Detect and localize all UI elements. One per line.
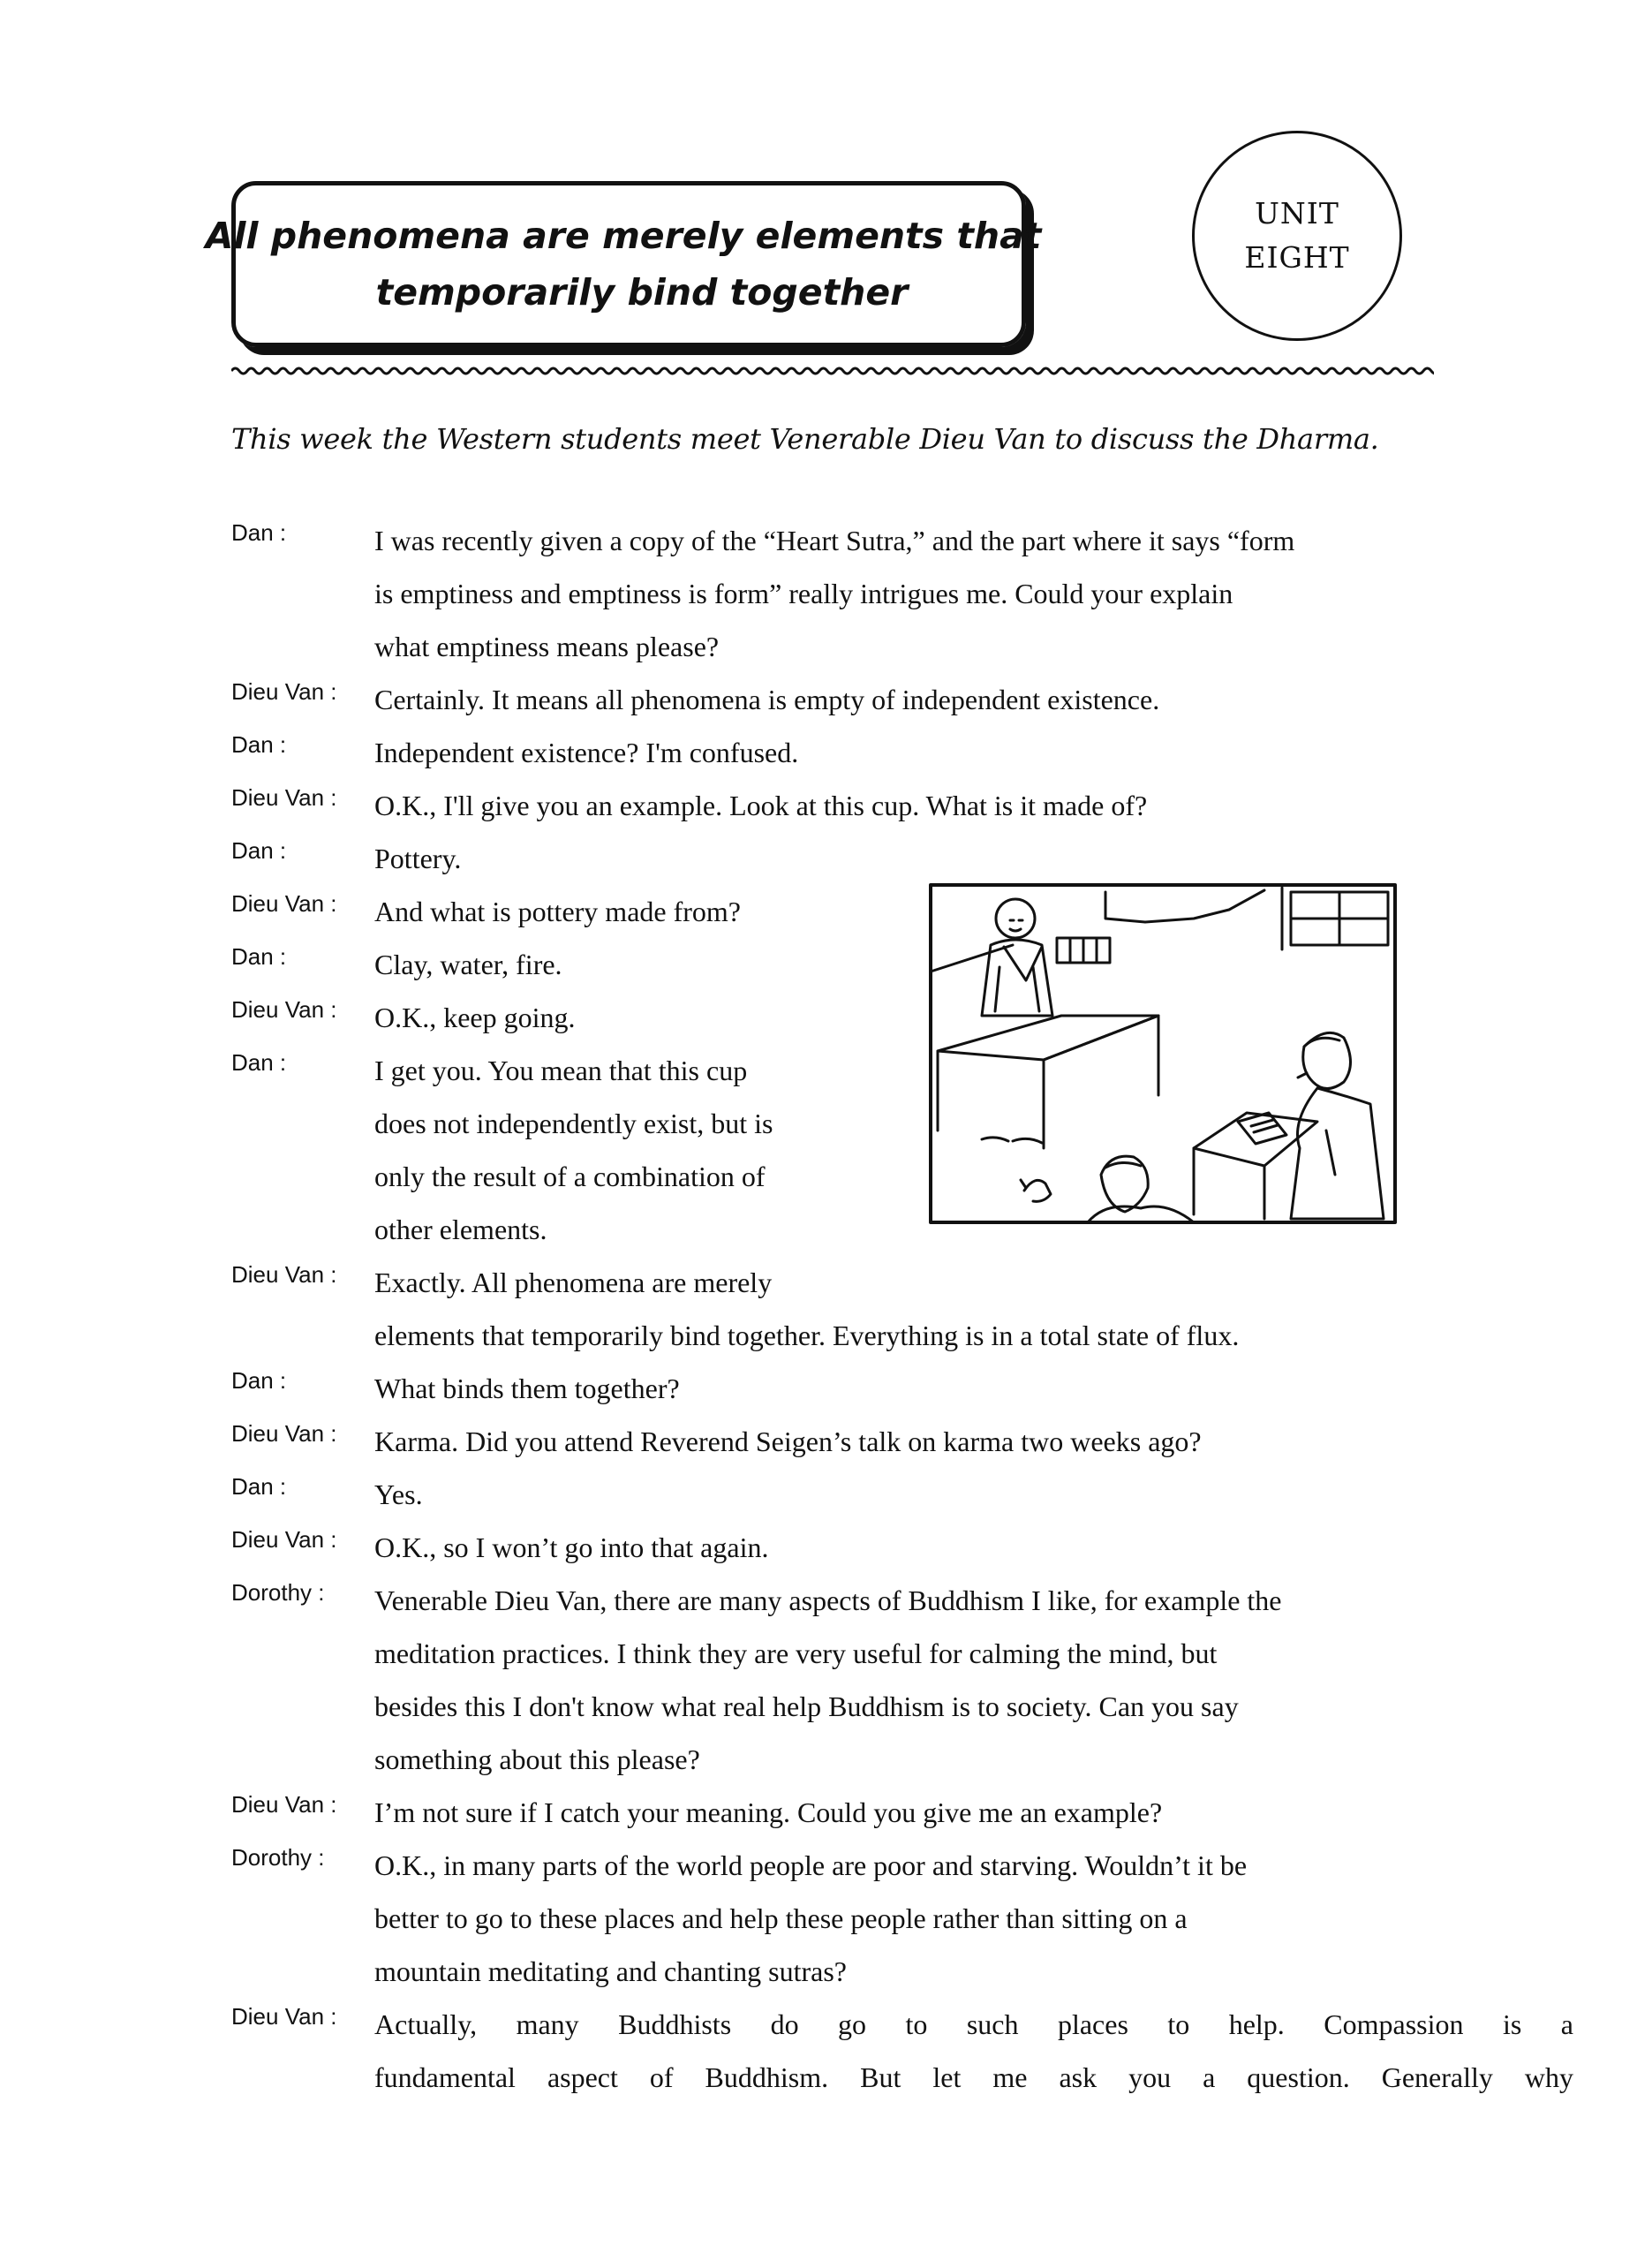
speech-text — [374, 1521, 768, 1574]
wavy-divider — [231, 364, 1434, 378]
speech-text — [374, 779, 1147, 832]
speech-text — [374, 726, 798, 779]
speech-line: Independent existence? I'm confused. — [374, 737, 799, 768]
speech-line: only the result of a combination of — [374, 1161, 766, 1192]
speech-line: Pottery. — [374, 843, 462, 874]
speech-line: Yes. — [374, 1478, 423, 1510]
speech-line: does not independently exist, but is — [374, 1108, 773, 1139]
speech-line: O.K., in many parts of the world people are poor and starving. Wouldn’t it be — [374, 1849, 1248, 1881]
speaker-label: Dieu Van : — [231, 1261, 337, 1288]
speech-line: O.K., keep going. — [374, 1002, 576, 1033]
speech-line: is emptiness and emptiness is form” really intrigues me. Could your explain — [374, 578, 1233, 609]
unit-badge — [1192, 131, 1402, 341]
speech-text — [374, 991, 576, 1044]
speech-line: what emptiness means please? — [374, 631, 720, 662]
speech-line: Karma. Did you attend Reverend Seigen’s talk on karma two weeks ago? — [374, 1425, 1202, 1457]
intro-text: This week the Western students meet Venerable Dieu Van to discuss the Dharma. — [231, 422, 1379, 456]
speech-text — [374, 1468, 423, 1521]
speech-line: better to go to these places and help these people rather than sitting on a — [374, 1902, 1188, 1934]
speech-line: Certainly. It means all phenomena is empty of independent existence. — [374, 684, 1160, 715]
speaker-label: Dan : — [231, 1049, 287, 1076]
speech-line: other elements. — [374, 1214, 547, 1245]
speaker-label: Dan : — [231, 837, 287, 864]
speech-text — [374, 1574, 1282, 1786]
speaker-label: Dieu Van : — [231, 1791, 337, 1818]
speech-line: And what is pottery made from? — [374, 896, 741, 927]
speaker-label: Dan : — [231, 519, 287, 546]
speaker-label: Dan : — [231, 1473, 287, 1500]
speech-text — [374, 938, 562, 991]
speech-line: Venerable Dieu Van, there are many aspects of Buddhism I like, for example the — [374, 1584, 1282, 1616]
speaker-label: Dieu Van : — [231, 890, 337, 917]
speech-text — [374, 1998, 1573, 2104]
speech-line: meditation practices. I think they are very useful for calming the mind, but — [374, 1637, 1218, 1669]
speech-line: elements that temporarily bind together. Everything is in a total state of flux. — [374, 1320, 1240, 1351]
unit-badge-label: UNIT — [1255, 196, 1339, 231]
unit-title-box — [205, 181, 1042, 347]
speech-text — [374, 1362, 680, 1415]
speaker-label: Dieu Van : — [231, 1420, 337, 1447]
speaker-label: Dorothy : — [231, 1579, 325, 1606]
speaker-label: Dieu Van : — [231, 2003, 337, 2030]
speech-line: O.K., I'll give you an example. Look at this cup. What is it made of? — [374, 790, 1148, 821]
speech-line: Actually, many Buddhists do go to such places to help. Compassion is a — [374, 2008, 1573, 2040]
speaker-label: Dieu Van : — [231, 784, 337, 811]
speech-line: Clay, water, fire. — [374, 949, 562, 980]
speech-line: I’m not sure if I catch your meaning. Could you give me an example? — [374, 1796, 1163, 1828]
speaker-label: Dan : — [231, 731, 287, 758]
unit-title-line-1: All phenomena are merely elements that — [205, 215, 1042, 257]
speech-line: fundamental aspect of Buddhism. But let me ask you a question. Generally why — [374, 2061, 1573, 2093]
speech-line: besides this I don't know what real help Buddhism is to society. Can you say — [374, 1690, 1239, 1722]
speech-text — [374, 1044, 773, 1256]
speech-text — [374, 1415, 1202, 1468]
speaker-label: Dieu Van : — [231, 1526, 337, 1553]
speaker-label: Dan : — [231, 1367, 287, 1394]
speech-line: Exactly. All phenomena are merely — [374, 1267, 773, 1298]
speech-text — [374, 1786, 1162, 1839]
speech-line: something about this please? — [374, 1743, 700, 1775]
speech-text — [374, 673, 1159, 726]
speech-text — [374, 1256, 1239, 1362]
speech-text — [374, 832, 461, 885]
unit-badge-number: EIGHT — [1244, 240, 1350, 275]
speaker-label: Dorothy : — [231, 1844, 325, 1871]
speech-line: mountain meditating and chanting sutras? — [374, 1955, 847, 1987]
speech-text — [374, 885, 741, 938]
speech-line: O.K., so I won’t go into that again. — [374, 1531, 769, 1563]
speaker-label: Dan : — [231, 943, 287, 970]
speech-line: What binds them together? — [374, 1372, 680, 1404]
speech-line: I was recently given a copy of the “Heart Sutra,” and the part where it says “form — [374, 525, 1295, 556]
speech-text — [374, 1839, 1247, 1998]
unit-title-line-2: temporarily bind together — [375, 271, 909, 314]
speech-line: I get you. You mean that this cup — [374, 1055, 748, 1086]
speaker-label: Dieu Van : — [231, 678, 337, 705]
classroom-illustration — [929, 883, 1397, 1224]
speaker-label: Dieu Van : — [231, 996, 337, 1023]
speech-text — [374, 514, 1294, 673]
